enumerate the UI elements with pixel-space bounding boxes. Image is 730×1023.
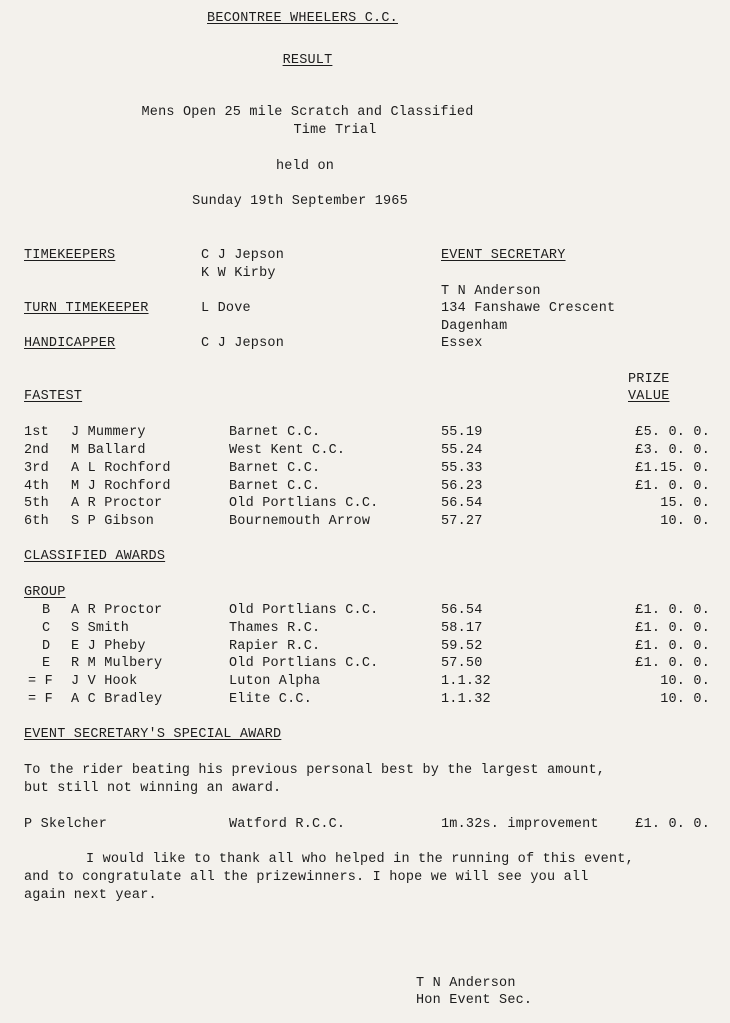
- signatory-title: Hon Event Sec.: [416, 993, 533, 1008]
- ride-time: 55.24: [441, 443, 483, 458]
- position: 5th: [24, 496, 49, 511]
- event-title-line2: Time Trial: [293, 123, 377, 138]
- prize-header: PRIZE: [628, 372, 670, 387]
- rider-name: A R Proctor: [71, 496, 163, 511]
- position: 3rd: [24, 461, 49, 476]
- rider-club: Thames R.C.: [229, 621, 321, 636]
- special-award-club: Watford R.C.C.: [229, 817, 346, 832]
- prize-value: 10. 0.: [660, 514, 710, 529]
- special-award-description: but still not winning an award.: [24, 781, 282, 796]
- rider-club: Old Portlians C.C.: [229, 496, 379, 511]
- position: 6th: [24, 514, 49, 529]
- secretary-address-line: Dagenham: [441, 319, 508, 334]
- signatory-name: T N Anderson: [416, 976, 516, 991]
- position: 2nd: [24, 443, 49, 458]
- rider-name: S P Gibson: [71, 514, 155, 529]
- result-heading: RESULT: [282, 53, 333, 68]
- fastest-label: FASTEST: [24, 389, 83, 404]
- group-code: E: [42, 656, 51, 671]
- ride-time: 58.17: [441, 621, 483, 636]
- closing-text: and to congratulate all the prizewinners. I hope we will see you all: [24, 870, 589, 885]
- group-code: = F: [28, 674, 53, 689]
- timekeepers-label: TIMEKEEPERS: [24, 248, 116, 263]
- secretary-address-line: 134 Fanshawe Crescent: [441, 301, 616, 316]
- rider-club: Barnet C.C.: [229, 425, 321, 440]
- ride-time: 55.33: [441, 461, 483, 476]
- secretary-address-line: Essex: [441, 336, 483, 351]
- ride-time: 1.1.32: [441, 674, 491, 689]
- rider-club: Bournemouth Arrow: [229, 514, 371, 529]
- ride-time: 56.54: [441, 496, 483, 511]
- rider-name: R M Mulbery: [71, 656, 163, 671]
- prize-value: £1. 0. 0.: [635, 621, 710, 636]
- special-award-improvement: 1m.32s. improvement: [441, 817, 599, 832]
- ride-time: 57.27: [441, 514, 483, 529]
- special-award-description: To the rider beating his previous personal best by the largest amount,: [24, 763, 606, 778]
- prize-value: £1.15. 0.: [635, 461, 710, 476]
- rider-name: M J Rochford: [71, 479, 171, 494]
- position: 1st: [24, 425, 49, 440]
- ride-time: 59.52: [441, 639, 483, 654]
- closing-text: I would like to thank all who helped in the running of this event,: [86, 852, 634, 867]
- rider-name: A C Bradley: [71, 692, 163, 707]
- classified-awards-label: CLASSIFIED AWARDS: [24, 549, 166, 564]
- group-code: B: [42, 603, 51, 618]
- timekeeper-2: K W Kirby: [201, 266, 276, 281]
- ride-time: 56.54: [441, 603, 483, 618]
- rider-club: West Kent C.C.: [229, 443, 346, 458]
- ride-time: 1.1.32: [441, 692, 491, 707]
- handicapper-name: C J Jepson: [201, 336, 285, 351]
- special-award-label: EVENT SECRETARY'S SPECIAL AWARD: [24, 727, 282, 742]
- held-on-label: held on: [275, 159, 335, 174]
- prize-value: £3. 0. 0.: [635, 443, 710, 458]
- prize-value: 10. 0.: [660, 692, 710, 707]
- rider-club: Elite C.C.: [229, 692, 313, 707]
- rider-club: Barnet C.C.: [229, 479, 321, 494]
- rider-club: Rapier R.C.: [229, 639, 321, 654]
- handicapper-label: HANDICAPPER: [24, 336, 116, 351]
- closing-text: again next year.: [24, 888, 157, 903]
- special-award-prize: £1. 0. 0.: [635, 817, 710, 832]
- prize-value: £1. 0. 0.: [635, 603, 710, 618]
- value-header: VALUE: [628, 389, 670, 404]
- special-award-rider: P Skelcher: [24, 817, 108, 832]
- ride-time: 56.23: [441, 479, 483, 494]
- turn-timekeeper-name: L Dove: [201, 301, 251, 316]
- rider-name: A R Proctor: [71, 603, 163, 618]
- rider-name: S Smith: [71, 621, 130, 636]
- rider-name: A L Rochford: [71, 461, 171, 476]
- rider-name: J Mummery: [71, 425, 146, 440]
- group-code: = F: [28, 692, 53, 707]
- rider-club: Old Portlians C.C.: [229, 603, 379, 618]
- timekeeper-1: C J Jepson: [201, 248, 285, 263]
- prize-value: £1. 0. 0.: [635, 639, 710, 654]
- position: 4th: [24, 479, 49, 494]
- group-label: GROUP: [24, 585, 66, 600]
- event-secretary-label: EVENT SECRETARY: [441, 248, 566, 263]
- rider-name: M Ballard: [71, 443, 146, 458]
- event-title-line1: Mens Open 25 mile Scratch and Classified: [141, 105, 474, 120]
- prize-value: £1. 0. 0.: [635, 479, 710, 494]
- club-title: BECONTREE WHEELERS C.C.: [207, 11, 398, 26]
- ride-time: 55.19: [441, 425, 483, 440]
- prize-value: £1. 0. 0.: [635, 656, 710, 671]
- prize-value: £5. 0. 0.: [635, 425, 710, 440]
- rider-club: Luton Alpha: [229, 674, 321, 689]
- rider-club: Barnet C.C.: [229, 461, 321, 476]
- group-code: C: [42, 621, 51, 636]
- secretary-address-line: T N Anderson: [441, 284, 541, 299]
- group-code: D: [42, 639, 51, 654]
- prize-value: 10. 0.: [660, 674, 710, 689]
- rider-name: J V Hook: [71, 674, 138, 689]
- rider-name: E J Pheby: [71, 639, 146, 654]
- prize-value: 15. 0.: [660, 496, 710, 511]
- turn-timekeeper-label: TURN TIMEKEEPER: [24, 301, 149, 316]
- ride-time: 57.50: [441, 656, 483, 671]
- rider-club: Old Portlians C.C.: [229, 656, 379, 671]
- event-date: Sunday 19th September 1965: [192, 194, 408, 209]
